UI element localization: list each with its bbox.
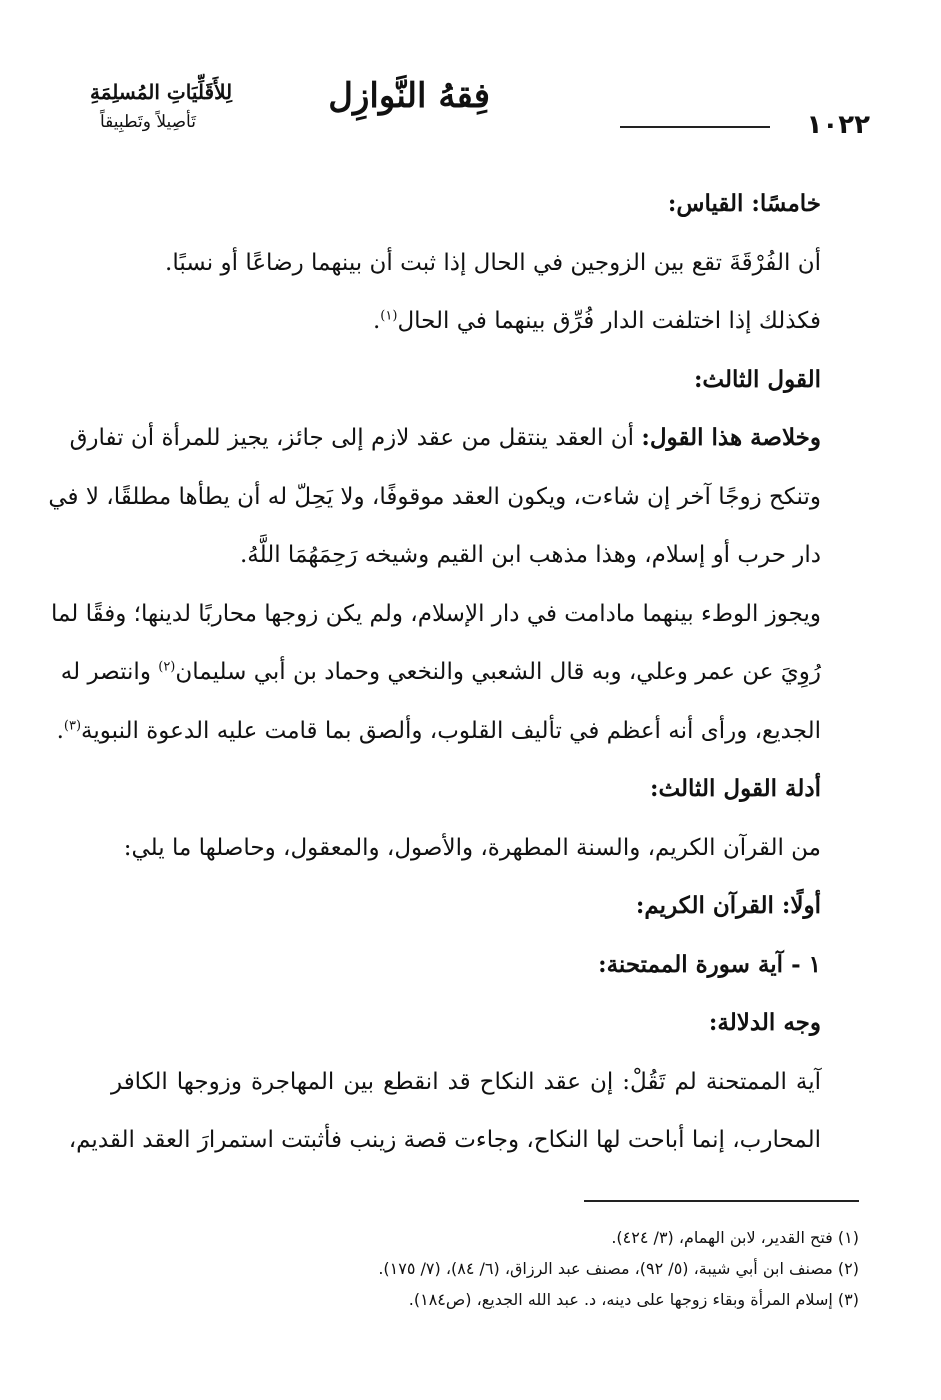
section-heading: أدلة القول الثالث: <box>649 775 821 802</box>
paragraph-line: وخلاصة هذا القول: أن العقد ينتقل من عقد لازم إلى جائز، يجيز للمرأة أن تفارق <box>69 424 821 451</box>
paragraph-lead: وخلاصة هذا القول: <box>641 424 821 451</box>
paragraph-line: وتنكح زوجًا آخر إن شاءت، ويكون العقد موقوفًا، ولا يَحِلّ له أن يطأها مطلقًا، لا في <box>48 483 821 510</box>
book-title-qualifier: لِلأَقَلِّيَاتِ المُسلِمَةِ <box>90 80 233 104</box>
footnote-ref[interactable]: (٢) <box>158 659 176 675</box>
footnote: (٢) مصنف ابن أبي شيبة، (٥/ ٩٢)، مصنف عبد الرزاق، (٦/ ٨٤)، (٧/ ١٧٥). <box>378 1259 859 1278</box>
paragraph-line: فكذلك إذا اختلفت الدار فُرِّق بينهما في الحال$^{(١)}$. <box>372 308 821 334</box>
section-heading: أولًا: القرآن الكريم: <box>635 892 821 919</box>
page-number: ١٠٢٢ <box>806 110 870 140</box>
paragraph-line: دار حرب أو إسلام، وهذا مذهب ابن القيم وشيخه رَحِمَهُمَا اللَّهُ. <box>239 542 821 568</box>
paragraph-line: الجديع، ورأى أنه أعظم في تأليف القلوب، وألصق بما قامت عليه الدعوة النبوية$^{(٣)}$. <box>56 717 821 744</box>
paragraph-line: ويجوز الوطء بينهما مادامت في دار الإسلام، ولم يكن زوجها محاربًا لدينها؛ وفقًا لما <box>50 600 821 627</box>
paragraph-line: أن الفُرْقَةَ تقع بين الزوجين في الحال إذا ثبت أن بينهما رضاعًا أو نسبًا. <box>165 249 821 276</box>
section-heading: وجه الدلالة: <box>708 1009 821 1036</box>
paragraph-line: رُوِيَ عن عمر وعلي، وبه قال الشعبي والنخعي وحماد بن أبي سليمان$^{(٢)}$ وانتصر له <box>60 659 821 685</box>
footnote: (٣) إسلام المرأة وبقاء زوجها على دينه، د. عبد الله الجديع، (ص١٨٤). <box>408 1290 859 1309</box>
paragraph-line: من القرآن الكريم، والسنة المطهرة، والأصول، والمعقول، وحاصلها ما يلي: <box>123 834 821 861</box>
main-text <box>48 175 821 1170</box>
section-heading: خامسًا: القياس: <box>667 190 821 217</box>
header-rule <box>620 126 770 128</box>
book-title-main: فِقهُ النَّوازِل <box>328 76 490 116</box>
footnote-ref[interactable]: (١) <box>380 308 398 324</box>
book-title <box>90 68 490 148</box>
footnotes <box>139 1222 859 1315</box>
paragraph-line: المحارب، إنما أباحت لها النكاح، وجاءت قصة زينب فأثبتت استمرارَ العقد القديم، <box>68 1127 821 1153</box>
paragraph-line: آية الممتحنة لم تَقُلْ: إن عقد النكاح قد انقطع بين المهاجرة وزوجها الكافر <box>111 1068 821 1095</box>
footnote-separator <box>584 1200 859 1202</box>
book-subtitle: تَأصِيلاً وتَطبِيقاً <box>100 112 196 132</box>
footnote: (١) فتح القدير، لابن الهمام، (٣/ ٤٢٤). <box>611 1228 859 1247</box>
footnote-ref[interactable]: (٣) <box>63 717 82 733</box>
page-header <box>80 68 870 148</box>
section-heading: القول الثالث: <box>693 365 821 393</box>
section-heading: ١ - آية سورة الممتحنة: <box>598 950 821 978</box>
